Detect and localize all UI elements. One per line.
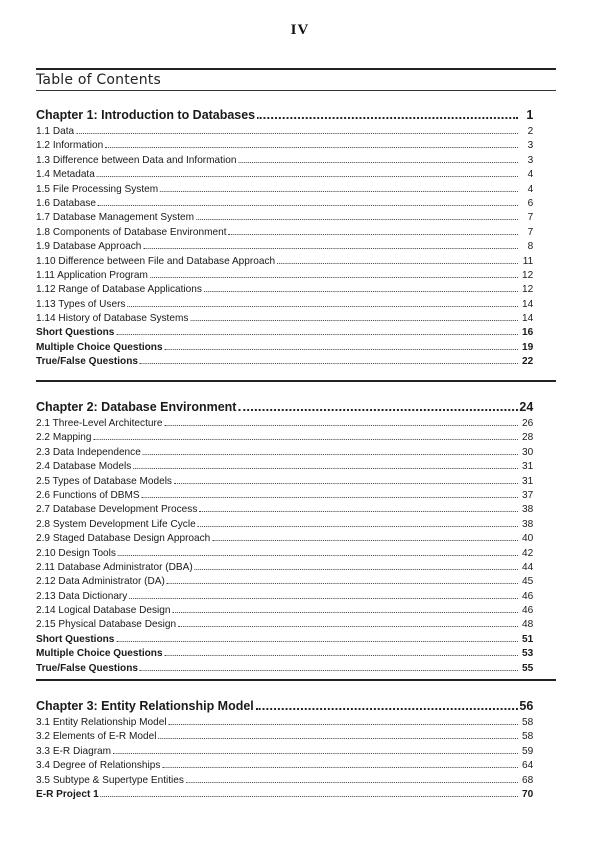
page-ref: 2 <box>527 125 534 137</box>
toc-entry <box>36 632 533 646</box>
dot-leader <box>256 697 518 710</box>
dot-leader <box>178 617 518 627</box>
dot-leader <box>165 340 518 350</box>
entry-label: 2.15 Physical Database Design <box>36 618 177 631</box>
entry-label: 2.8 System Development Life Cycle <box>36 517 196 530</box>
entry-label: 2.10 Design Tools <box>36 546 116 559</box>
dot-leader <box>140 354 518 364</box>
toc-entry <box>36 268 533 282</box>
toc-entry <box>36 715 533 729</box>
page-ref: 30 <box>522 445 534 458</box>
page-ref: 12 <box>522 268 534 281</box>
entry-label: 2.11 Database Administrator (DBA) <box>36 560 193 573</box>
toc-entry <box>36 531 533 545</box>
toc-entry <box>36 574 533 588</box>
entry-label: 1.4 Metadata <box>36 168 95 181</box>
dot-leader <box>196 210 518 220</box>
toc-entry <box>36 138 533 152</box>
dot-leader <box>150 268 518 278</box>
page-ref: 1 <box>526 107 534 122</box>
entry-label: 1.11 Application Program <box>36 268 148 281</box>
dot-leader <box>140 661 518 671</box>
page-ref: 45 <box>522 575 534 588</box>
chapter-divider <box>36 380 556 382</box>
dot-leader <box>105 138 518 148</box>
dot-leader <box>212 531 518 541</box>
page-ref: 31 <box>522 474 534 487</box>
chapter-title-row <box>36 697 533 715</box>
page-ref: 58 <box>522 716 534 728</box>
dot-leader <box>113 744 518 754</box>
dot-leader <box>116 632 518 642</box>
toc-entry <box>36 773 533 787</box>
dot-leader <box>168 715 517 725</box>
dot-leader <box>133 459 518 469</box>
page-ref: 19 <box>522 340 534 353</box>
entry-label: 1.8 Components of Database Environment <box>36 225 227 238</box>
page-ref: 46 <box>522 589 534 602</box>
toc-entry <box>36 153 533 167</box>
entry-label: 1.12 Range of Database Applications <box>36 283 202 296</box>
entry-label: 3.5 Subtype & Supertype Entities <box>36 773 184 786</box>
dot-leader <box>143 239 518 249</box>
dot-leader <box>158 729 518 739</box>
toc-entry <box>36 325 533 339</box>
toc-entry <box>36 603 533 617</box>
entry-label: 1.2 Information <box>36 139 104 152</box>
dot-leader <box>165 646 518 656</box>
entry-label: 1.13 Types of Users <box>36 297 126 310</box>
entry-label: 2.5 Types of Database Models <box>36 474 172 487</box>
toc-entry <box>36 225 533 239</box>
entry-label: 2.13 Data Dictionary <box>36 589 128 602</box>
dot-leader <box>162 758 518 768</box>
page-ref: 68 <box>522 773 534 786</box>
page-ref: 11 <box>522 254 534 267</box>
toc-entry <box>36 474 533 488</box>
page-ref: 8 <box>527 240 534 253</box>
dot-leader <box>97 167 518 177</box>
entry-label: Multiple Choice Questions <box>36 647 163 660</box>
dot-leader <box>98 196 518 206</box>
entry-label: 2.1 Three-Level Architecture <box>36 417 163 429</box>
entry-label: True/False Questions <box>36 355 138 368</box>
dot-leader <box>228 225 517 235</box>
toc-entry <box>36 210 533 224</box>
toc-entry <box>36 254 533 268</box>
entry-label: 1.9 Database Approach <box>36 240 142 253</box>
dot-leader <box>116 325 518 335</box>
entry-label: 3.3 E-R Diagram <box>36 744 112 757</box>
entry-label: 2.14 Logical Database Design <box>36 604 171 617</box>
dot-leader <box>129 589 518 599</box>
dot-leader <box>204 282 518 292</box>
page-ref: 16 <box>522 326 534 339</box>
entry-label: 1.14 History of Database Systems <box>36 312 189 325</box>
toc-header <box>36 68 556 91</box>
dot-leader <box>277 254 518 264</box>
dot-leader <box>101 787 518 797</box>
entry-label: 3.4 Degree of Relationships <box>36 759 161 772</box>
entry-label: True/False Questions <box>36 661 138 674</box>
page-ref: 58 <box>522 730 534 743</box>
toc-entry <box>36 560 533 574</box>
entry-label: E-R Project 1 <box>36 787 99 800</box>
entry-label: 2.6 Functions of DBMS <box>36 488 140 501</box>
entry-label: 1.7 Database Management System <box>36 211 195 224</box>
page-ref: 3 <box>527 139 534 152</box>
dot-leader <box>238 153 518 163</box>
entry-label: 1.3 Difference between Data and Information <box>36 153 237 166</box>
chapter-title-row <box>36 398 533 416</box>
toc-title-divider <box>36 90 556 91</box>
page-ref: 3 <box>527 153 534 166</box>
entry-label: 1.6 Database <box>36 196 96 209</box>
toc-entry <box>36 661 533 675</box>
page-ref: 24 <box>519 399 534 414</box>
entry-label: 2.7 Database Development Process <box>36 503 198 516</box>
toc-entry <box>36 167 533 181</box>
page-ref: 6 <box>527 196 534 209</box>
entry-label: Short Questions <box>36 632 115 645</box>
dot-leader <box>118 546 518 556</box>
toc-entry <box>36 430 533 444</box>
dot-leader <box>142 488 518 498</box>
dot-leader <box>198 517 518 527</box>
page-ref: 12 <box>522 283 534 296</box>
page-ref: 28 <box>522 431 534 444</box>
entry-label: 1.1 Data <box>36 125 75 137</box>
dot-leader <box>238 398 517 411</box>
page-number: IV <box>290 22 310 38</box>
toc-entry <box>36 196 533 210</box>
page-ref: 7 <box>527 225 534 238</box>
entry-label: 2.2 Mapping <box>36 431 92 444</box>
toc-entry <box>36 787 533 801</box>
dot-leader <box>164 416 518 426</box>
page-ref: 46 <box>522 604 534 617</box>
page-ref: 22 <box>522 355 534 368</box>
toc-entry <box>36 354 533 368</box>
entry-label: Chapter 1: Introduction to Databases <box>36 107 256 122</box>
toc-entry <box>36 282 533 296</box>
toc-entry <box>36 445 533 459</box>
chapter-section <box>36 398 554 675</box>
toc-entry <box>36 340 533 354</box>
page-ref: 44 <box>522 560 534 573</box>
dot-leader <box>190 311 518 321</box>
toc-entry <box>36 311 533 325</box>
entry-label: 2.3 Data Independence <box>36 445 141 458</box>
entry-label: 3.2 Elements of E-R Model <box>36 730 157 743</box>
dot-leader <box>257 106 518 119</box>
page-ref: 26 <box>522 417 534 429</box>
page-ref: 56 <box>519 698 534 713</box>
page-ref: 7 <box>527 211 534 224</box>
dot-leader <box>143 445 518 455</box>
dot-leader <box>127 297 518 307</box>
page-ref: 59 <box>522 744 534 757</box>
toc-entry <box>36 546 533 560</box>
page-ref: 55 <box>522 661 534 674</box>
chapter-section <box>36 697 554 801</box>
chapter-section <box>36 106 554 369</box>
page-ref: 4 <box>527 168 534 181</box>
page-ref: 70 <box>522 787 534 800</box>
page-ref: 51 <box>522 632 534 645</box>
page-ref: 40 <box>522 532 534 545</box>
chapter-title-row <box>36 106 533 124</box>
toc-entry <box>36 729 533 743</box>
page-ref: 48 <box>522 618 534 631</box>
entry-label: 1.10 Difference between File and Database Approach <box>36 254 276 267</box>
toc-entry <box>36 416 533 430</box>
toc-entry <box>36 488 533 502</box>
toc-entry <box>36 239 533 253</box>
entry-label: 3.1 Entity Relationship Model <box>36 716 167 728</box>
dot-leader <box>174 474 518 484</box>
toc-entry <box>36 589 533 603</box>
entry-label: 2.12 Data Administrator (DA) <box>36 575 165 588</box>
entry-label: Short Questions <box>36 326 115 339</box>
toc-entry <box>36 517 533 531</box>
chapter-divider <box>36 679 556 681</box>
toc-entry <box>36 502 533 516</box>
toc-entry <box>36 182 533 196</box>
dot-leader <box>172 603 517 613</box>
entry-label: Chapter 2: Database Environment <box>36 399 237 414</box>
toc-entry <box>36 744 533 758</box>
dot-leader <box>76 124 518 134</box>
toc-entry <box>36 758 533 772</box>
entry-label: 1.5 File Processing System <box>36 182 159 195</box>
page-ref: 64 <box>522 759 534 772</box>
dot-leader <box>160 182 518 192</box>
entry-label: Chapter 3: Entity Relationship Model <box>36 698 254 713</box>
dot-leader <box>186 773 518 783</box>
dot-leader <box>167 574 518 584</box>
toc-entry <box>36 297 533 311</box>
toc-entry <box>36 124 533 138</box>
entry-label: Multiple Choice Questions <box>36 340 163 353</box>
dot-leader <box>199 502 518 512</box>
entry-label: 2.4 Database Models <box>36 460 132 473</box>
page-ref: 38 <box>522 503 534 516</box>
toc-title: Table of Contents <box>36 72 161 88</box>
toc-entry <box>36 646 533 660</box>
page-ref: 38 <box>522 517 534 530</box>
toc-entry <box>36 459 533 473</box>
page-ref: 14 <box>522 297 534 310</box>
page-ref: 14 <box>522 312 534 325</box>
page-ref: 4 <box>527 182 534 195</box>
toc-entry <box>36 617 533 631</box>
page-ref: 42 <box>522 546 534 559</box>
page-ref: 53 <box>522 647 534 660</box>
dot-leader <box>93 430 518 440</box>
dot-leader <box>195 560 518 570</box>
entry-label: 2.9 Staged Database Design Approach <box>36 532 211 545</box>
page-ref: 31 <box>522 460 534 473</box>
page-ref: 37 <box>522 488 534 501</box>
